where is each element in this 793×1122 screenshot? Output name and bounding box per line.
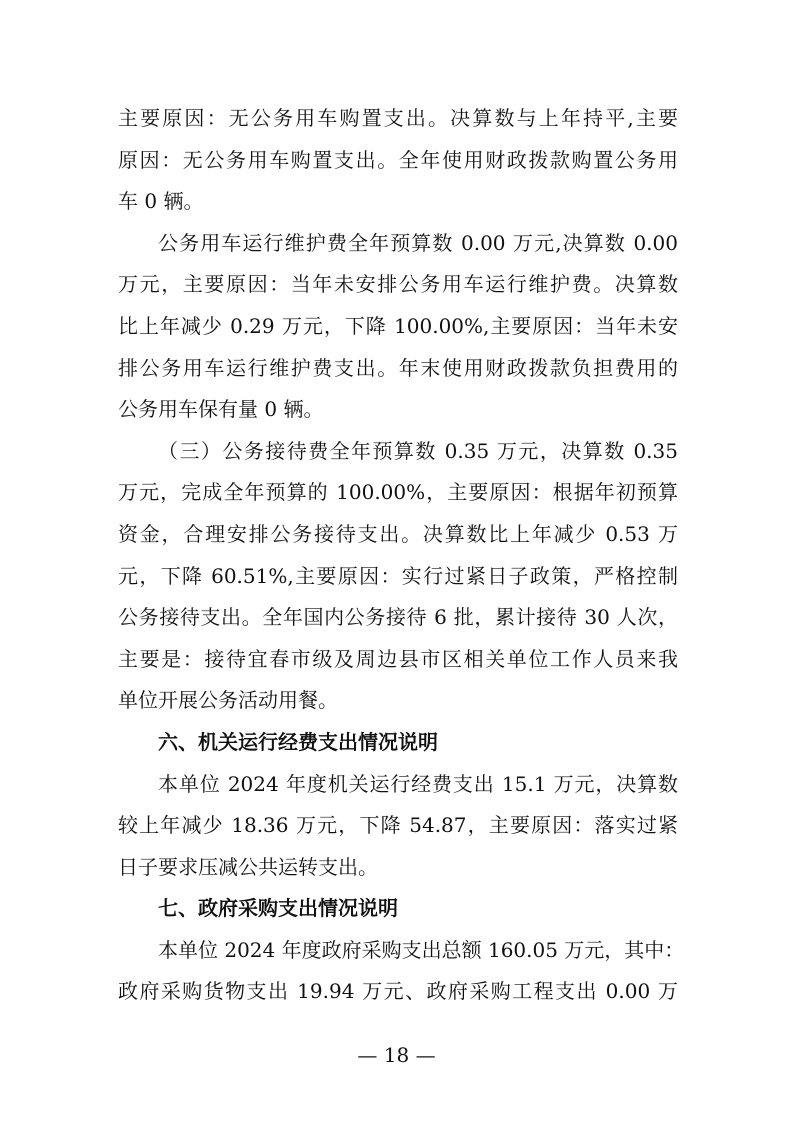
body-line: 本单位 2024 年度政府采购支出总额 160.05 万元，其中： [158, 937, 685, 962]
body-line: 较上年减少 18.36 万元，下降 54.87，主要原因：落实过紧 [118, 813, 678, 838]
document-body [118, 98, 685, 1013]
body-line: 单位开展公务活动用餐。 [118, 688, 338, 713]
body-line: （三）公务接待费全年预算数 0.35 万元，决算数 0.35 [158, 438, 678, 463]
body-line: 日子要求压减公共运转支出。 [118, 854, 378, 879]
page-number: — 18 — [357, 1043, 436, 1067]
body-line: 主要原因：无公务用车购置支出。决算数与上年持平,主要 [118, 106, 678, 130]
body-line: 万元，完成全年预算的 100.00%，主要原因：根据年初预算 [118, 480, 678, 505]
section-heading: 六、机关运行经费支出情况说明 [158, 729, 438, 754]
body-line: 资金，合理安排公务接待支出。决算数比上年减少 0.53 万 [118, 521, 678, 546]
body-line: 原因：无公务用车购置支出。全年使用财政拨款购置公务用 [118, 147, 678, 172]
body-line: 本单位 2024 年度机关运行经费支出 15.1 万元，决算数 [158, 771, 678, 796]
body-line: 排公务用车运行维护费支出。年末使用财政拨款负担费用的 [118, 355, 678, 380]
body-line: 政府采购货物支出 19.94 万元、政府采购工程支出 0.00 万 [118, 979, 678, 1004]
body-line: 比上年减少 0.29 万元，下降 100.00%,主要原因：当年未安 [118, 313, 678, 338]
body-line: 公务用车运行维护费全年预算数 0.00 万元,决算数 0.00 [158, 230, 678, 255]
body-line: 公务用车保有量 0 辆。 [118, 397, 324, 422]
body-line: 车 0 辆。 [118, 189, 204, 214]
section-heading: 七、政府采购支出情况说明 [158, 896, 398, 921]
body-line: 元，下降 60.51%,主要原因：实行过紧日子政策，严格控制 [118, 563, 678, 588]
body-line: 万元，主要原因：当年未安排公务用车运行维护费。决算数 [118, 272, 678, 297]
body-line: 主要是：接待宜春市级及周边县市区相关单位工作人员来我 [118, 646, 678, 671]
body-line: 公务接待支出。全年国内公务接待 6 批，累计接待 30 人次， [118, 605, 678, 630]
